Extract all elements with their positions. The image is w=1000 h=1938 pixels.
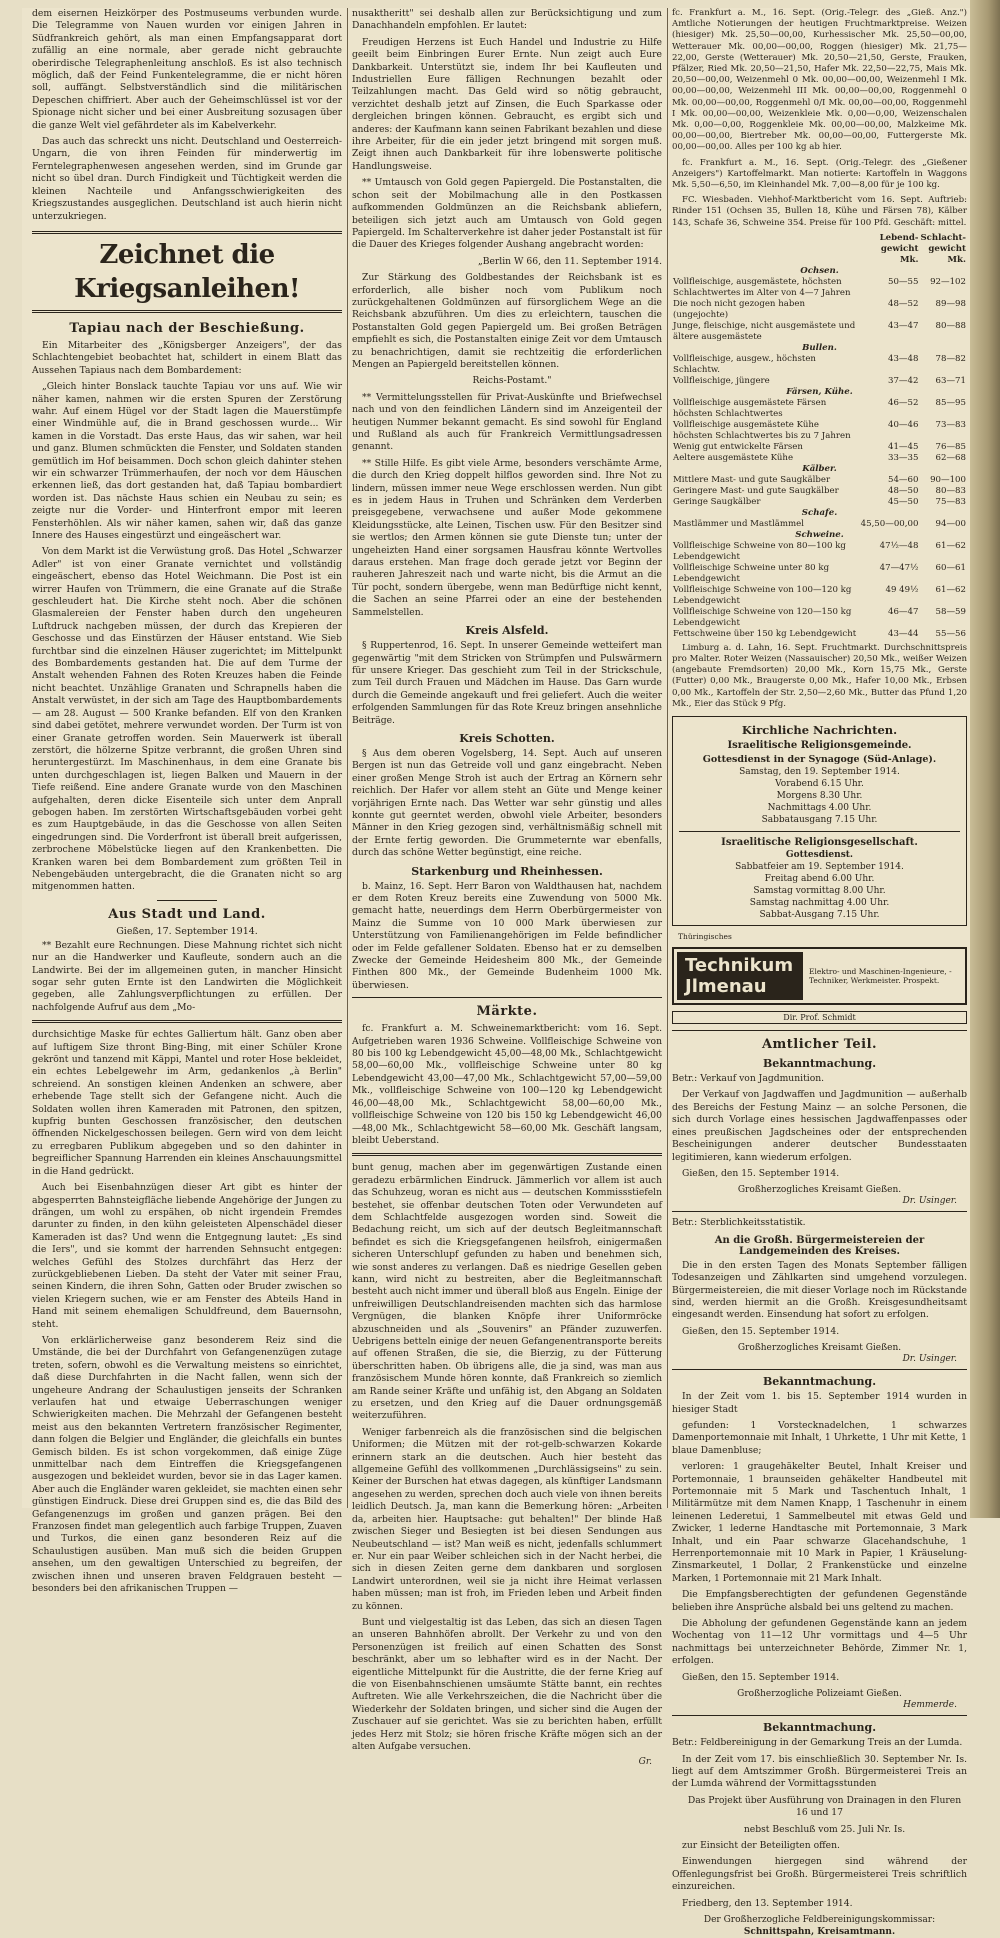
table-cell-price: 49 49½ [885, 584, 919, 595]
table-section-heading: Schweine. [795, 529, 844, 540]
table-row [672, 387, 967, 398]
church-line: Sabbatausgang 7.15 Uhr. [761, 815, 878, 826]
table-cell-price: 58—59 [935, 606, 966, 617]
table-header-cell: gewicht [928, 243, 966, 254]
section-title-maerkte: Märkte. [476, 1004, 538, 1020]
section-title-amtlicher-teil: Amtlicher Teil. [761, 1037, 878, 1053]
article-text: § Aus dem oberen Vogelsberg, 14. Sept. Auch auf unseren Bergen ist nun das Getreide voll und ganz eingebracht. Neben einer großen Menge Stroh ist auch der Ertrag an Körnern sehr reichlich. Der Hafer vor allem steht an Güte und Menge keiner vorjährigen Ernte nach. Das Wetter war sehr günstig und alles konnte gut geerntet werden, obwohl viele Arbeiter, besonders Männer in den Krieg gezogen sind, verhältnismäßig schnell mit der Ernte fertig geworden. Die Grummeternte war ebenfalls, durch das schöne Wetter begünstigt, eine reiche. [352, 747, 662, 859]
table-cell-label: Vollfleischige Schweine unter 80 kg Lebendgewicht [673, 562, 830, 584]
table-row [672, 420, 967, 442]
notice-text: Das Projekt über Ausführung von Drainagen in den Fluren 16 und 17 [687, 1794, 962, 1819]
table-cell-price: 90—100 [930, 474, 966, 485]
market-report: fc. Frankfurt a. M., 16. Sept. (Orig.-Telegr. des „Gieß. Anz.") Amtliche Notierungen der heutigen Fruchtmarktpreise. Weizen (hiesiger) Mk. 25,50—00,00, Kurhessischer Mk. 25,50—00,00, Wetterauer Mk. 00,00—00,00, Roggen (hiesiger) Mk. 21,75—22,00, Gerste (Wetterauer) Mk. 20,50—21,50, Gerste, Frauken, Pfälzer, Ried Mk. 20,50—21,50, Hafer Mk. 22,50—22,75, Mais Mk. 20,50—00,00, Weizenmehl 0 Mk. 00,00—00,00, Weizenmehl I Mk. 00,00—00,00, Weizenmehl III Mk. 00,00—00,00, Roggenmehl 0 Mk. 00,00—00,00, Roggenmehl 0/I Mk. 00,00—00,00, Roggenmehl I Mk. 00,00—00,00, Weizenkleie Mk. 0,00—0,00, Weizenschalen Mk. 0,00—0,00, Roggenkleie Mk. 00,00—00,00, Malzkeime Mk. 00,00—00,00, Biertreber Mk. 00,00—00,00, Futtergerste Mk. 00,00—00,00. Alles per 100 kg ab hier. [672, 8, 967, 153]
ad-director: Dir. Prof. Schmidt [672, 1011, 967, 1024]
notice-text: nebst Beschluß vom 25. Juli Nr. Is. [743, 1823, 906, 1835]
notice-signature: Großherzogliches Kreisamt Gießen. [737, 1343, 902, 1354]
table-cell-price: 63—71 [935, 375, 966, 386]
table-cell-label: Vollfleischige Schweine von 100—120 kg Lebendgewicht [673, 584, 852, 606]
table-cell-label: Mastlämmer und Mastlämmel [673, 518, 804, 529]
notice-signature: Großherzogliche Polizeiamt Gießen. [737, 1689, 902, 1700]
ad-name: Technikum Jlmenau [677, 952, 803, 1000]
market-report: fc. Frankfurt a. M., 16. Sept. (Orig.-Telegr. des „Gießener Anzeigers") Kartoffelmarkt. Man notierte: Kartoffeln in Waggons Mk. 5,50—6,50, im Kleinhandel Mk. 7,00—8,00 für je 100 kg. [672, 157, 967, 191]
divider [672, 1369, 967, 1370]
section-title-starkenburg: Starkenburg und Rheinhessen. [411, 864, 603, 878]
church-line: Freitag abend 6.00 Uhr. [764, 874, 875, 885]
table-cell-price: 41—45 [887, 441, 919, 452]
church-subtitle: Gottesdienst in der Synagoge (Süd-Anlage). [702, 754, 937, 766]
table-cell-label: Geringe Saugkälber [673, 496, 761, 507]
table-section-heading: Bullen. [802, 342, 837, 353]
technikum-advertisement [672, 932, 967, 1024]
table-cell-price: 48—50 [887, 485, 919, 496]
church-subtitle: Gottesdienst. [785, 850, 854, 861]
table-header-cell [672, 255, 860, 266]
church-line: Morgens 8.30 Uhr. [776, 791, 863, 802]
ad-description: Elektro- und Maschinen-Ingenieure, -Techniker, Werkmeister. Prospekt. [808, 967, 952, 986]
table-cell-price: 47½—48 [879, 540, 919, 551]
table-cell-price: 46—52 [887, 397, 919, 408]
notice-text: Betr.: Verkauf von Jagdmunition. [672, 1073, 825, 1085]
table-cell-price: 89—98 [935, 298, 966, 309]
table-cell-price: 46—47 [887, 606, 919, 617]
church-subtitle: Israelitische Religionsgemeinde. [727, 740, 912, 752]
divider [672, 1715, 967, 1716]
notice-text: Betr.: Feldbereinigung in der Gemarkung Treis an der Lumda. [672, 1737, 963, 1749]
article-text: Bunt und vielgestaltig ist das Leben, das sich an diesen Tagen an unseren Bahnhöfen abrollt. Der Verkehr zu und von den Personenzügen ist freilich auf einen Schatten des Sonst beschränkt, aber um so lebhafter wird es in der Nacht. Der eigentliche Mittelpunkt für die Austritte, die der ferne Krieg auf die von Eisenbahnschienen umsäumte Stätte bannt, ein rechtes Auftreten. Wie alle Verkehrszeichen, die die Nachricht über die Wiederkehr der Soldaten bringen, und sicher sind die Augen der Zuschauer auf sie gerichtet. Was sie zu berichten haben, erfüllt jedes Herz mit Stolz; sie hören frische Kräfte mögen sich an der alten Aufgabe versuchen. [352, 1616, 662, 1752]
divider [679, 831, 960, 832]
table-row [672, 343, 967, 354]
livestock-price-table [672, 233, 967, 640]
notice-title: Bekanntmachung. [762, 1375, 877, 1389]
church-line: Sabbat-Ausgang 7.15 Uhr. [759, 910, 880, 921]
table-header-cell: Mk. [947, 254, 966, 265]
table-row [672, 629, 967, 640]
table-row [672, 519, 967, 530]
table-row [672, 398, 967, 420]
table-cell-price: 43—48 [887, 353, 919, 364]
article-text: Von dem Markt ist die Verwüstung groß. Das Hotel „Schwarzer Adler" ist von einer Granate vernichtet und vollständig eingeäschert, ebenso das Hotel Weichmann. Die Post ist ein wirrer Haufen von Trümmern, die eine Granate auf die Straße geschleudert hat. Die Kirche steht noch. Aber die schönen Glasmalereien der Fenster haben durch den ungeheuren Luftdruck nachgeben müssen, der durch das Krepieren der Geschosse und das Einstürzen der Häuser entstand. Wie Sieb furchtbar sind die einzelnen Häuser zugerichtet; im Mittelpunkt des Bombardements gestanden hat. Die auf dem Turme der Anstalt wehenden Fahnen des Roten Kreuzes haben die Feinde nicht beachtet. Unzählige Granaten und Schrapnells haben die Anstalt verwüstet, in der sich am Tage des Hauptbombardements — am 28. August — 500 Kranke befanden. Elf von den Kranken sind dabei getötet, mehrere verwundet worden. Der Turm ist von einer Granate getroffen worden. Sein Mauerwerk ist überall zerstört, die hölzerne Spitze verbrannt, die großen Uhren sind heruntergestürzt. Im Maschinenhaus, in dem eine Granate bis unten durchgeschlagen ist, liegen Balken und Mauern in der Tiefe reißend. Eine andere Granate wurde von den Maschinen aufgehalten, deren dicke Eisenteile sich unter dem Anprall gebogen haben. Im zerstörten Wirtschaftsgebäuden vorbei geht es zum Hauptgebäude, in das die Geschosse von allen Seiten eingedrungen sind. Die Vorderfront ist überall breit aufgerissen, zerbrochene Möbelstücke liegen auf den Krankenbetten. Die Kranken waren bei dem Bombardement zum größten Teil in Nebengebäuden untergebracht, die die Granaten nicht so arg mitgenommen hatten. [32, 546, 342, 893]
table-row [672, 277, 967, 299]
notice-signature: Schnittspahn, Kreisamtmann. [743, 1926, 896, 1937]
table-row [672, 530, 967, 541]
table-cell-label: Vollfleischige Schweine von 120—150 kg Lebendgewicht [673, 606, 852, 628]
table-cell-label: Wenig gut entwickelte Färsen [673, 441, 803, 452]
notice-text: Die in den ersten Tagen des Monats September fälligen Todesanzeigen und Zählkarten sind umgehend vorzulegen. Bürgermeistereien, die mit dieser Vorlage noch im Rückstande sind, werden hiermit an die Großh. Kreisgesundheitsamt eingesandt werden. Einsendung hat sofort zu erfolgen. [672, 1259, 967, 1321]
table-cell-label: Fettschweine über 150 kg Lebendgewicht [673, 628, 857, 639]
table-cell-price: 50—55 [887, 276, 919, 287]
table-section-heading: Schafe. [801, 507, 838, 518]
column-1 [32, 8, 342, 1595]
table-header-cell [672, 233, 860, 244]
war-bonds-banner [32, 231, 342, 313]
notice-signature: Dr. Usinger. [902, 1354, 957, 1365]
table-cell-label: Geringere Mast- und gute Saugkälber [673, 485, 839, 496]
divider [352, 997, 662, 998]
table-cell-price: 85—95 [935, 397, 966, 408]
table-cell-label: Vollfleischige, ausgew., höchsten Schlachtw. [673, 353, 816, 375]
page-edge [970, 0, 1000, 1518]
table-row [672, 354, 967, 376]
article-text: nusaktheritt" sei deshalb allen zur Berücksichtigung und zum Danachhandeln empfohlen. Er lautet: [352, 8, 662, 32]
table-row [672, 299, 967, 321]
church-title: Kirchliche Nachrichten. [741, 723, 898, 738]
notice-text: Die Empfangsberechtigten der gefundenen Gegenstände belieben ihre Ansprüche alsbald bei uns geltend zu machen. [672, 1589, 967, 1613]
banner-title: Zeichnet die Kriegsanleihen! [74, 239, 300, 304]
table-cell-label: Vollfleischige ausgemästete Kühe höchsten Schlachtwertes bis zu 7 Jahren [673, 419, 851, 441]
notice-text: zur Einsicht der Beteiligten offen. [682, 1839, 840, 1851]
article-text: Das auch das schreckt uns nicht. Deutschland und Oesterreich-Ungarn, die von ihren Feinden für minderwertig im Ferntelegraphenwesen angesehen werden, sind im Grunde gar nicht so übel dran. Durch Findigkeit und Tüchtigkeit werden die kleinen Nachteile und Anfangsschwierigkeiten des Kriegszustandes ausgeglichen. Deutschland ist auch hierin nicht unterzukriegen. [32, 136, 342, 222]
table-cell-price: 60—61 [935, 562, 966, 573]
table-row [672, 475, 967, 486]
table-section-heading: Kälber. [802, 463, 837, 474]
church-line: Samstag, den 19. September 1914. [739, 767, 900, 778]
article-text: ** Stille Hilfe. Es gibt viele Arme, besonders verschämte Arme, die durch den Krieg doppelt hilflos geworden sind. Ihre Not zu lindern, müssen immer neue Wege erschlossen werden. Nun gibt es in jedem Haus in Truhen und Schränken dem Verderben preisgegebene, verwachsene und außer Mode gekommene Kleidungsstücke, alte Leinen, Tischen usw. Für den Besitzer sind sie wertlos; den Armen können sie gute Dienste tun; unter der ungeheizten Hand einer sorgsamen Hausfrau könnte Wertvolles daraus erstehen. Man frage doch gerade jetzt vor Beginn der rauheren Jahreszeit nach und warte nicht, bis die Armut an die Tür pocht, sondern übergebe, wenn man Bedürftige nicht kennt, die Sachen an seine Pfarrei oder an eine der bestehenden Sammelstellen. [352, 457, 662, 618]
section-title-alsfeld: Kreis Alsfeld. [465, 624, 549, 638]
article-text: Von erklärlicherweise ganz besonderem Reiz sind die Umstände, die bei der Durchfahrt von Gefangenenzügen zutage treten, sofern, obwohl es die Verwaltung meistens so einrichtet, daß diese Durchfahrten in die Nacht fallen, wenn sich der ungeheure Andrang der Schaulustigen jenseits der Schranken verlaufen hat und etwaige Ueberraschungen weniger Schwierigkeiten machen. Die Mehrzahl der Gefangenen besteht meist aus den bekannten Vertretern französischer Regimenter, dann folgen die Belgier und Engländer, die gleichfalls ein buntes Gemisch bilden. Es ist schon vorgekommen, daß einige Züge unmittelbar nach dem Eintreffen die Kriegsgefangenen ausgezogen und bekleidet wurden, bevor sie in das Lager kamen. Aber auch die Engländer waren gekleidet, sie machten einen sehr günstigen Eindruck. Diese drei Gruppen sind es, die das Bild des Gefangenenzugs im großen und ganzen prägen. Bei den Franzosen findet man gelegentlich auch farbige Truppen, Zuaven und Turkos, die einen ganz besonderen Reiz auf die Schaulustigen ausüben. Man muß sich die beiden Gruppen ansehen, um den gewaltigen Unterschied zu begreifen, der zwischen ihnen und unseren braven Feldgrauen besteht — besonders bei den afrikanischen Truppen — [32, 1334, 342, 1595]
article-text: „Gleich hinter Bonslack tauchte Tapiau vor uns auf. Wie wir näher kamen, nahmen wir die ersten Spuren der Zerstörung wahr. Auf einem Hügel vor der Stadt lagen die Mauerstümpfe einer Windmühle auf, die in Brand geschossen wurde... Wir kamen in die Vorstadt. Das erste Haus, das wir sahen, war heil und ganz. Blumen schmückten die Fenster, und Soldaten standen gemütlich im Hof beisammen. Doch schon gleich dahinter stehen wir ein schwarzer Trümmerhaufen, der noch vor dem Häuschen erkennen ließ, das dort gestanden hat, daß Tapiau bombardiert worden ist. Das nächste Haus schien ein Neubau zu sein; es zeigte nur die Vorder- und Hinterfront empor mit leeren Fensterhöhlen. Als wir näher kamen, sahen wir, daß das ganze Innere des Hauses eingestürzt und eingeäschert war. [32, 381, 342, 541]
column-divider [347, 8, 348, 1508]
table-cell-label: Vollfleischige, ausgemästete, höchsten Schlachtwertes im Alter von 4—7 Jahren [673, 276, 851, 298]
article-text: bunt genug, machen aber im gegenwärtigen Zustande einen geradezu erbärmlichen Eindruck. Jämmerlich vor allem ist auch das Schuhzeug, woran es nicht aus — deutschen Kommissstiefeln bestehet, sie offenbar deutschen Toten oder Verwundeten auf dem Schlachtfelde ausgezogen worden sind. Soweit die Bedachung reicht, um sich auf der deutsch Begleitmannschaft befindet es sich die Kriegsgefangenen heilsfroh, einigermaßen sicheren Unterschlupf gefunden zu haben und benehmen sich, wie sonst anderes zu verlangen. Daß es niedrige Gesellen geben kann, wird nicht zu bestreiten, aber die Begleitmannschaft besteht auch nicht immer und überall bloß aus Engeln. Einige der unfreiwilligen Deutschlandreisenden machten sich das harmlose Vergnügen, die blanken Knöpfe ihrer Uniformröcke abzuschneiden und als „Souvenirs" an Pfänder zuzuwerfen. Uebrigens betteln einige der neuen Gefangenentransporte bereits auf offenen Straßen, die sie, die Bierzig, zu der Fütterung überschritten haben. Ob übrigens alle, die ja sind, was man aus französischem Munde hören konnte, daß Frankreich so ziemlich am Rande seiner Kräfte und unfähig ist, den Abgang an Soldaten zu ersetzen, und den Krieg auf die Dauer ordnungsgemäß weiterzuführen. [352, 1162, 662, 1422]
table-header-cell: gewicht [880, 243, 919, 254]
article-text: dem eisernen Heizkörper des Postmuseums verbunden wurde. Die Telegramme von Nauen wurden vor einigen Jahren in Südfrankreich gehört, als man einen Empfangsapparat dort zufällig an eine normale, aber gerade nicht gebrauchte oberirdische Telegraphenleitung anschloß. Es ist also technisch möglich, daß der Feind Funkentelegramme, die er nicht hören soll, auffängt. Selbstverständlich sind die militärischen Depeschen chiffriert. Aber auch der Geheimschlüssel ist vor der Spionage nicht sicher und bei einer Ausbreitung sozusagen über die ganze Welt viel gefährdeter als im Kabelverkehr. [32, 8, 342, 131]
table-row [672, 266, 967, 277]
table-cell-label: Aeltere ausgemästete Kühe [673, 452, 794, 463]
article-text: Freudigen Herzens ist Euch Handel und Industrie zu Hilfe geeilt beim Einbringen Eurer Ernte. Nun zeigt auch Eure Dankbarkeit. Unterstützt sie, indem Ihr bei Kaufleuten und Industriellen Eure fälligen Rechnungen bezahlt oder Teilzahlungen macht. Das Geld wird so nötig gebraucht, verzichtet deshalb jetzt auf Zinsen, die Euch Sparkasse oder dergleichen bringen können. Gebraucht, es ergibt sich und anderes: der Kaufmann kann seinen Fabrikant bezahlen und diese ihre Arbeiter, für die ein jeder jetzt bringend mit sorgen muß. Zeigt ihnen auch Dankbarkeit für ihre lobenswerte politische Handlungsweise. [352, 36, 662, 172]
table-row [672, 464, 967, 475]
table-cell-price: 45—50 [887, 496, 919, 507]
article-text: Zur Stärkung des Goldbestandes der Reichsbank ist es erforderlich, alle bisher noch vom Publikum noch zurückgehaltenen Goldmünzen auf fürsorglichem Wege an die Reichsbank abzuführen. Um dies zu erleichtern, tauschen die Postanstalten Gold gegen Papiergeld um. Bei großen Beträgen empfiehlt es sich, die Postanstalten einige Zeit vor dem Umtausch zu benachrichtigen, damit sie rechtzeitig die erforderlichen Mengen an Papiergeld bereitstellen können. [352, 272, 662, 370]
notice-date: Gießen, den 15. September 1914. [682, 1325, 840, 1337]
notice-text: In der Zeit vom 17. bis einschließlich 30. September Nr. Is. liegt auf dem Amtszimmer Großh. Bürgermeisterei Treis an der Lumda während der Vormittagsstunden [672, 1753, 967, 1790]
notice-text: Betr.: Sterblichkeitsstatistik. [672, 1217, 806, 1229]
table-cell-price: 61—62 [935, 584, 966, 595]
notice-text: Die Abholung der gefundenen Gegenstände kann an jedem Wochentag von 11—12 Uhr vormittags und 4—5 Uhr nachmittags bei unterzeichneter Behörde, Zimmer Nr. 1, erfolgen. [672, 1618, 967, 1667]
table-row [672, 541, 967, 563]
divider [672, 1211, 967, 1212]
article-text: ** Vermittelungsstellen für Privat-Auskünfte und Briefwechsel nach und von den feindlichen Ländern sind im Anzeigenteil der heutigen Nummer bekannt gemacht. Es sind sowohl für England und Rußland als auch für Frankreich Vermittlungsadressen genannt. [352, 391, 662, 453]
church-line: Sabbatfeier am 19. September 1914. [735, 862, 904, 873]
church-line: Vorabend 6.15 Uhr. [775, 779, 864, 790]
notice-title: Bekanntmachung. [762, 1721, 877, 1735]
table-cell-price: 73—83 [935, 419, 966, 430]
notice-text: Der Verkauf von Jagdwaffen und Jagdmunition — außerhalb des Bereichs der Festung Mainz — an solche Personen, die sich durch Vorlage eines hessischen Jagdwaffenpasses oder eines preußischen Jagdscheines oder der entsprechenden Bescheinigungen anderer deutscher Bundesstaaten legitimieren, kann wiederum erfolgen. [672, 1089, 967, 1163]
table-header-cell [672, 244, 860, 255]
notice-title: Bekanntmachung. [762, 1057, 877, 1071]
church-line: Samstag vormittag 8.00 Uhr. [753, 886, 886, 897]
column-2 [352, 8, 663, 1768]
notice-signature: Der Großherzogliche Feldbereinigungskommissar: [703, 1914, 936, 1925]
signature: Reichs-Postamt." [472, 375, 552, 387]
table-cell-price: 55—56 [935, 628, 966, 639]
article-title-tapiau: Tapiau nach der Beschießung. [69, 320, 305, 336]
table-cell-price: 40—46 [887, 419, 919, 430]
table-cell-price: 75—83 [935, 496, 966, 507]
table-row [672, 321, 967, 343]
table-cell-price: 92—102 [930, 276, 966, 287]
table-cell-label: Vollfleischige Schweine von 80—100 kg Lebendgewicht [673, 540, 846, 562]
table-cell-price: 80—88 [935, 320, 966, 331]
table-cell-price: 61—62 [935, 540, 966, 551]
notice-date: Friedberg, den 13. September 1914. [682, 1897, 853, 1909]
table-header-cell: Lebend- [879, 232, 919, 243]
notice-signature: Dr. Usinger. [902, 1196, 957, 1207]
table-row [672, 508, 967, 519]
table-header-row [672, 244, 967, 255]
author-signature: Gr. [638, 1757, 652, 1768]
table-row [672, 607, 967, 629]
table-cell-price: 43—44 [887, 628, 919, 639]
section-title-schotten: Kreis Schotten. [459, 731, 555, 745]
church-line: Samstag nachmittag 4.00 Uhr. [749, 898, 890, 909]
church-line: Nachmittags 4.00 Uhr. [767, 803, 872, 814]
market-report: fc. Frankfurt a. M. Schweinemarktbericht: vom 16. Sept. Aufgetrieben waren 1936 Schweine. Vollfleischige Schweine von 80 bis 100 kg Lebendgewicht 45,00—48,00 Mk., Schlachtgewicht 58,00—60,00 Mk., vollfleischige Schweine unter 80 kg Lebendgewicht 43,00—47,00 Mk., Schlachtgewicht 57,00—59,00 Mk., vollfleischige Schweine von 100—120 kg Lebendgewicht 46,00—48,00 Mk., Schlachtgewicht 58,00—60,00 Mk., vollfleischige Schweine von 120 bis 150 kg Lebendgewicht 46,00—48,00 Mk., Schlachtgewicht 58—60,00 Mk. Geschäft langsam, bleibt Ueberstand. [352, 1023, 662, 1146]
divider [32, 1020, 342, 1023]
table-cell-price: 37—42 [887, 375, 919, 386]
market-report: FC. Wiesbaden. Viehhof-Marktbericht vom 16. Sept. Auftrieb: Rinder 151 (Ochsen 35, Bullen 18, Kühe und Färsen 78), Kälber 143, Schafe 36, Schweine 354. Preise für 100 Pfd. Geschäft: mittel. [672, 195, 967, 228]
table-header-row [672, 233, 967, 244]
table-cell-label: Mittlere Mast- und gute Saugkälber [673, 474, 831, 485]
article-text: Auch bei Eisenbahnzügen dieser Art gibt es hinter der abgesperrten Bahnsteigfläche liebende Angehörige der Jungen zu drängen, um wohl zu erspähen, ob nicht irgendein Fremdes darunter zu finden, in den kühn geleisteten Alpenschädel dieser Kameraden ist das? Und wenn die Entgegnung lautet: „Es sind die Iers", und sie kommt der harrenden Sehnsucht entgegen: welches Gefühl des Stolzes durchfährt das Herz der zurückgebliebenen Lieben. Da steht der Vater mit seiner Frau, seinen Kindern, die ihren Sohn, Gatten oder Bruder zwischen so vielen Kriegern suchen, wie er am Fenster des Abteils Hand in Hand mit seinem ehemaligen Schuldfreund, dem Bauernsohn, steht. [32, 1182, 342, 1330]
notice-date: Gießen, den 15. September 1914. [682, 1167, 840, 1179]
dateline: Gießen, 17. September 1914. [116, 925, 258, 937]
table-section-heading: Ochsen. [800, 265, 839, 276]
notice-title: An die Großh. Bürgermeistereien der Landgemeinden des Kreises. [714, 1234, 925, 1257]
church-notices-box [672, 716, 967, 926]
table-cell-label: Die noch nicht gezogen haben (ungejochte) [673, 298, 805, 320]
divider [672, 1030, 967, 1031]
notice-signature: Großherzogliches Kreisamt Gießen. [737, 1185, 902, 1196]
divider [157, 900, 217, 901]
table-cell-price: 33—35 [887, 452, 919, 463]
table-cell-price: 76—85 [935, 441, 966, 452]
column-divider [667, 8, 668, 1508]
section-title-stadt-und-land: Aus Stadt und Land. [108, 906, 266, 922]
dateline: „Berlin W 66, den 11. September 1914. [477, 255, 662, 267]
article-text: durchsichtige Maske für echtes Galliertum hält. Ganz oben aber auf luftigem Size thront Bing-Bing, mit einer Schüler Krone gekrönt und tanzend mit Käppi, Mantel und roter Hose bekleidet, ein echtes Lebelgewehr im Arm, gedankenlos „à Berlin" schreiend. An sonstigen kleinen Andenken an schwere, aber erhebende Tage stellt sich der Gefangene nicht. Auch die Soldaten wollen ihren Kameraden mit Patronen, den spitzen, kupfrig bunten Geschossen französischer, den deutschen öffnenden Nickelgeschossen beilegen. Gern wird von dem leicht zu erregbaren Publikum abgegeben und so den dahinter in begreiflicher Spannung Harrenden ein kleines Anschauungsmittel in die Hand gedrückt. [32, 1029, 342, 1177]
table-row [672, 486, 967, 497]
church-subtitle: Israelitische Religionsgesellschaft. [721, 837, 918, 849]
notice-text: gefunden: 1 Vorstecknadelchen, 1 schwarzes Damenportemonnaie mit Inhalt, 1 Uhrkette, 1 Uhr mit Kette, 1 blaue Damenbluse; [672, 1419, 967, 1456]
table-cell-label: Vollfleischige ausgemästete Färsen höchsten Schlachtwertes [673, 397, 827, 419]
table-cell-price: 45,50—00,00 [860, 518, 919, 529]
table-row [672, 585, 967, 607]
market-report: Limburg a. d. Lahn, 16. Sept. Fruchtmarkt. Durchschnittspreis pro Malter. Roter Weizen (Nassauischer) 20,50 Mk., weißer Weizen (angebaute Fremdsorten) 20,00 Mk., Korn 15,75 Mk., Gerste (Futter) 0,00 Mk., Braugerste 0,00 Mk., Hafer 10,00 Mk., Erbsen 0,00 Mk., Kartoffeln der Str. 2,50—2,60 Mk., Butter das Pfund 1,20 Mk., Eier das Stück 9 Pfg. [672, 642, 967, 709]
divider [352, 1153, 662, 1156]
notice-text: In der Zeit vom 1. bis 15. September 1914 wurden in hiesiger Stadt [672, 1391, 967, 1415]
table-cell-price: 94—00 [935, 518, 966, 529]
table-cell-price: 47—47½ [879, 562, 919, 573]
article-text: Weniger farbenreich als die französischen sind die belgischen Uniformen; die Mützen mit der rot-gelb-schwarzen Kokarde erinnern stark an die deutschen. Auch hier besteht das allgemeine Gefühl des vollkommenen „Durchlässigseins" zu sein. Keiner der Burschen hat etwas dagegen, als künftiger Landsmann angesehen zu werden, sprechen doch auch viele von ihnen bereits leidlich Deutsch. Ja, man kann die Bemerkung hören: „Arbeiten da, arbeiten hier. Hauptsache: gut behalten!" Der blinde Haß zwischen Sieger und Besiegten ist bei diesen Sendungen aus Neubeutschland — ist? Man weiß es nicht, jedenfalls schlummert er. Nur ein paar Weiber schleichen sich in der Nacht herbei, die sich in diesen Zeiten gerne dem dankbaren und sorglosen Landwirt unterordnen, weil sie ja nicht ihre Heimat verlassen haben müssen; man ist froh, im Frieden leben und Arbeit finden zu können. [352, 1426, 663, 1612]
table-row [672, 563, 967, 585]
table-cell-label: Junge, fleischige, nicht ausgemästete und ältere ausgemästete [673, 320, 856, 342]
notice-text: Einwendungen hiergegen sind während der Offenlegungsfrist bei Großh. Bürgermeisterei Treis schriftlich einzureichen. [672, 1856, 967, 1893]
table-cell-price: 78—82 [935, 353, 966, 364]
notice-text: verloren: 1 graugehäkelter Beutel, Inhalt Kreiser und Portemonnaie, 1 braunseiden gehäkelter Handbeutel mit Portemonnaie mit 5 Mark und Taschentuch Inhalt, 1 Militärmütze mit dem Namen Knapp, 1 Taschenuhr in einem leinenen Lederetui, 1 Sammelbeutel mit etwas Geld und Zwicker, 1 lederne Handtasche mit Portemonnaie, 3 Mark Inhalt, und ein Paar schwarze Glacehandschuhe, 1 Herrenportemonnaie mit 10 Mark in Papier, 1 Kräuselung-Zinsmarkeutel, 1 Dollar, 2 Frankenstücke und einzelne Marken, 1 Portemonnaie mit 21 Mark Inhalt. [672, 1461, 967, 1584]
newspaper-page [22, 8, 970, 1937]
notice-signature: Hemmerde. [903, 1700, 957, 1711]
table-cell-label: Vollfleischige, jüngere [673, 375, 770, 386]
table-header-cell: Schlacht- [920, 232, 966, 243]
article-text: b. Mainz, 16. Sept. Herr Baron von Waldthausen hat, nachdem er dem Roten Kreuz bereits eine Zuwendung von 5000 Mk. gemacht hatte, neuerdings dem Herrn Oberbürgermeister von Mainz die Summe von 10 000 Mark überwiesen zur Unterstützung von Familienangehörigen im Felde befindlicher oder im Felde gefallener Soldaten. Ebenso hat er zu demselben Zwecke der Gemeinde Heidesheim 800 Mk., der Gemeinde Finthen 800 Mk., der Gemeinde Budenheim 1000 Mk. überwiesen. [352, 880, 662, 991]
article-text: ** Umtausch von Gold gegen Papiergeld. Die Postanstalten, die schon seit der Mobilmachung alle in den Postkassen aufkommenden Goldmünzen an die Reichsbank abliefern, beteiligen sich jetzt auch am Umtausch von Gold gegen Papiergeld. Im Schalterverkehre ist daher jeder Postanstalt ist für die Dauer des Krieges folgender Aushang angebracht worden: [352, 177, 662, 251]
table-row [672, 442, 967, 453]
table-cell-price: 48—52 [887, 298, 919, 309]
table-cell-price: 54—60 [887, 474, 919, 485]
table-row [672, 376, 967, 387]
table-header-cell: Mk. [899, 254, 919, 265]
table-row [672, 453, 967, 464]
table-cell-price: 43—47 [887, 320, 919, 331]
article-text: ** Bezahlt eure Rechnungen. Diese Mahnung richtet sich nicht nur an die Handwerker und Kaufleute, sondern auch an die Landwirte. Bei der im allgemeinen guten, in mancher Hinsicht sogar sehr guten Ernte ist den Landwirten die Möglichkeit gegeben, alle Zahlungsverpflichtungen zu erfüllen. Der nachfolgende Aufruf aus dem „Mo- [32, 939, 342, 1013]
table-header-row [672, 255, 967, 266]
notice-date: Gießen, den 15. September 1914. [682, 1671, 840, 1683]
article-text: Ein Mitarbeiter des „Königsberger Anzeigers", der das Schlachtengebiet beobachtet hat, schildert in einem Blatt das Aussehen Tapiaus nach dem Bombardement: [32, 339, 342, 376]
table-row [672, 497, 967, 508]
column-3 [672, 8, 967, 1937]
ad-kicker: Thüringisches [678, 932, 732, 942]
article-text: § Ruppertenrod, 16. Sept. In unserer Gemeinde wetteifert man gegenwärtig "mit dem Stricken von Strümpfen und Pulswärmern für unsere Krieger. Das geschieht zum Teil in der Strickschule, zum Teil durch Frauen und Mädchen im Hause. Das Garn wurde durch die Gemeinde angekauft und frei geliefert. Auch die weiter erfolgenden Sammlungen für das Rote Kreuz bringen ansehnliche Beiträge. [352, 640, 662, 726]
table-cell-price: 80—83 [935, 485, 966, 496]
table-section-heading: Färsen, Kühe. [786, 386, 853, 397]
table-cell-price: 62—68 [935, 452, 966, 463]
